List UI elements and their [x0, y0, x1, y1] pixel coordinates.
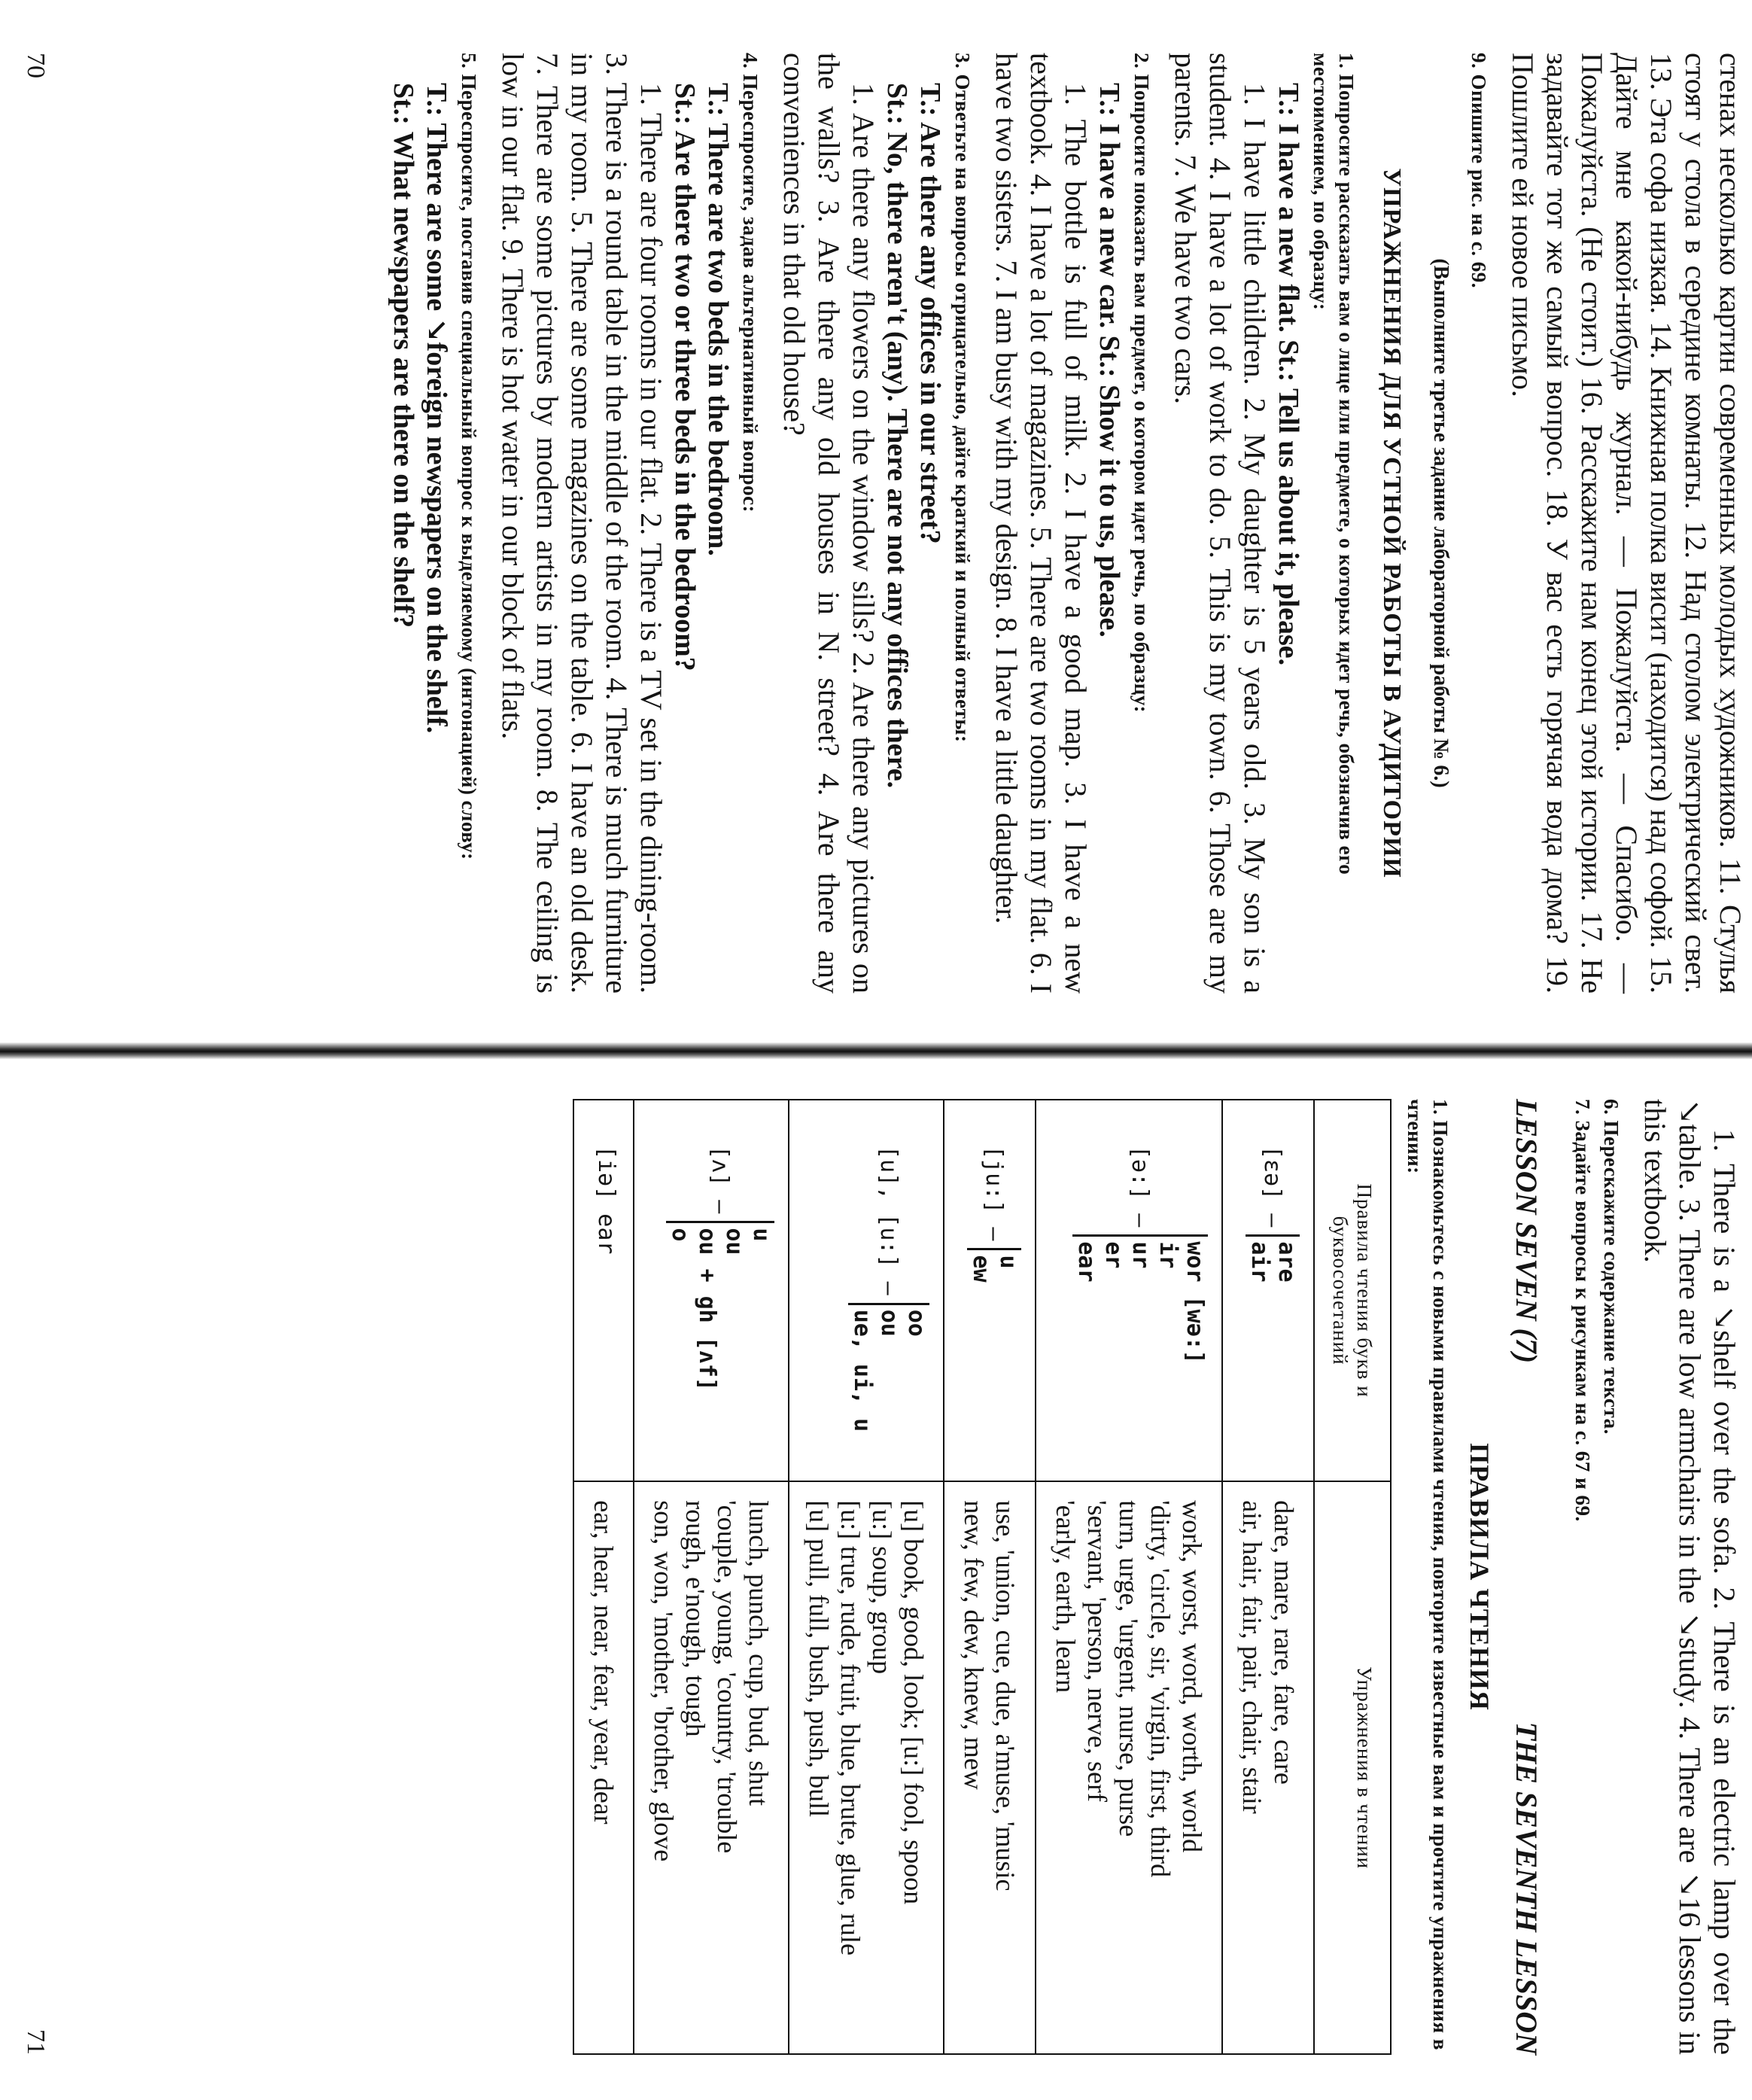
rules-title: ПРАВИЛА ЧТЕНИЯ [1465, 1443, 1495, 1711]
example-line: ear, hear, near, fear, year, dear [589, 1500, 619, 1825]
spelling-item: ou [721, 1228, 747, 1255]
right-page [0, 1054, 1752, 2100]
exercise-4-heading: 4. Переспросите, задав альтернативный вопрос: [739, 53, 762, 513]
spelling-item: ou [876, 1309, 902, 1337]
table-row [789, 1100, 944, 2054]
page-number: 70 [22, 53, 50, 78]
example-line: 'early, earth, learn [1051, 1500, 1081, 1694]
spelling-list [1072, 1234, 1208, 1364]
spelling-item: oo [903, 1309, 929, 1337]
rule-cell [1036, 1100, 1222, 1481]
exercise-6: 6. Перескажите содержание текста. [1600, 1099, 1623, 1435]
example-line: dare, mare, rare, fare, care [1269, 1500, 1299, 1785]
example-line: use, 'union, cue, due, a'muse, 'music [990, 1500, 1020, 1892]
column-header-exercises: Упражнения в чтении [1314, 1481, 1391, 2054]
section-title: УПРАЖНЕНИЯ ДЛЯ УСТНОЙ РАБОТЫ В АУДИТОРИИ [1378, 168, 1406, 878]
rule-bracket [967, 1146, 1021, 1481]
reading-rules-table [573, 1099, 1392, 2055]
spelling-item: ear [1073, 1241, 1100, 1283]
examples-cell [634, 1481, 789, 2054]
table-row [634, 1100, 789, 2054]
exercise-3-model-teacher: T.: Are there any offices in our street? [914, 83, 946, 544]
exercise-3-model-student: St.: No, there aren't (any). There are not any offices there. [881, 83, 913, 789]
spelling-item: air [1246, 1241, 1273, 1283]
table-header-row [1314, 1100, 1391, 2054]
spelling-list [666, 1221, 774, 1391]
exercise-5-model-teacher: T.: There are some ↘foreign newspapers on the shelf. [421, 83, 452, 734]
rule-bracket [1072, 1146, 1208, 1481]
examples-cell [789, 1481, 944, 2054]
exercise-3-heading: 3. Ответьте на вопросы отрицательно, дайте краткий и полный ответы: [951, 53, 974, 743]
exercise-1-heading: 1. Попросите рассказать вам о лице или предмете, о которых идет речь, обозначив его местоимением, по образцу: [1309, 53, 1358, 875]
rule-bracket [666, 1146, 774, 1481]
example-line: turn, urge, 'urgent, nurse, purse [1114, 1500, 1144, 1837]
spelling-item: ou + gh [ʌf] [694, 1228, 720, 1392]
spelling-item: ue, ui, u [849, 1309, 875, 1432]
table-row [1036, 1100, 1222, 2054]
spelling-item: u [748, 1228, 774, 1242]
exercise-5-model-student: St.: What newspapers are there on the shelf? [388, 83, 419, 628]
sound-label: [ʌ] — [707, 1146, 734, 1214]
spelling-item: ur [1127, 1241, 1154, 1269]
examples-cell [944, 1481, 1036, 2054]
exercise-4-text: 1. There are four rooms in our flat. 2. There is a TV set in the dining-room. 3. There is a round table in the middle of the room. 4. There is much furniture in my room. 5. There are some magazines on the table. 6. I have an old desk. 7. There are some pictures by modern artists in my room. 8. The ceiling is low in our flat. 9. There is hot water in our block of flats. [496, 53, 668, 994]
exercise-2-heading: 2. Попросите показать вам предмет, о котором идет речь, по образцу: [1130, 53, 1153, 713]
spelling-item: o [667, 1228, 693, 1242]
example-line: [u:] true, rude, fruit, blue, brute, glue, rule [835, 1500, 865, 1955]
rule-cell [573, 1100, 634, 1481]
sound-label: [u], [u:] — [875, 1146, 902, 1295]
spelling-item: ew [968, 1255, 994, 1283]
rule-cell [1222, 1100, 1314, 1481]
example-line: son, won, 'mother, 'brother, glove [649, 1500, 679, 1862]
exercise-1-model: T.: I have a new flat. St.: Tell us about it, please. [1273, 83, 1304, 666]
spelling-item: er [1100, 1241, 1127, 1269]
example-line: 'servant, 'person, nerve, serf [1082, 1500, 1112, 1803]
page-number: 71 [22, 2029, 50, 2055]
exercise-2-model: T.: I have a new car. St.: Show it to us, please. [1093, 83, 1125, 638]
lesson-title: THE SEVENTH LESSON [1510, 1721, 1544, 2055]
table-body [573, 1100, 1314, 2054]
spelling-item: ir [1154, 1241, 1181, 1269]
lesson-number: LESSON SEVEN (7) [1510, 1099, 1544, 1364]
spelling-list [967, 1248, 1021, 1282]
rule-bracket [593, 1146, 619, 1481]
reading-exercise-heading: 1. Познакомьтесь с новыми правилами чтения, повторите известные вам и прочтите упражнения в чтении: [1404, 1099, 1452, 2050]
exercise-5-heading: 5. Переспросите, поставив специальный вопрос к выделяемому (интонацией) слову: [458, 53, 480, 860]
spelling-list [848, 1303, 929, 1432]
rule-bracket [848, 1146, 929, 1481]
example-line: work, worst, word, worth, world [1177, 1500, 1207, 1853]
sound-label: [ɛə] — [1259, 1146, 1286, 1228]
spelling-item: wor [wə:] [1182, 1241, 1208, 1364]
column-header-rules: Правила чтения букв и буквосочетаний [1314, 1100, 1391, 1481]
example-line: lunch, punch, cup, bud, shut [744, 1500, 774, 1806]
example-line: rough, e'nough, tough [680, 1500, 710, 1737]
spelling-list [1246, 1234, 1300, 1282]
examples-cell [573, 1481, 634, 2054]
rule-bracket [1246, 1146, 1300, 1481]
example-line: 'dirty, 'circle, sir, 'virgin, first, third [1145, 1500, 1176, 1878]
rule-cell [789, 1100, 944, 1481]
table-row [944, 1100, 1036, 2054]
table-row [1222, 1100, 1314, 2054]
exercise-1-text: 1. I have little children. 2. My daughter is 5 years old. 3. My son is a student. 4. I have a lot of work to do. 5. This is my town. 6. Those are my parents. 7. We have two cars. [1169, 53, 1272, 994]
continuation-text: стенах несколько картин современных молодых художников. 11. Стулья стоят у стола в середине комнаты. 12. Над столом электрический свет. 13. Эта софа низкая. 14. Книжная полка висит (находится) над софой. 15. Дайте мне какой-нибудь журнал. — Пожалуйста. — Спасибо. — Пожалуйста. (Не стоит.) 16. Расскажите нам конец этой истории. 17. Не задавайте тот же самый вопрос. 18. У вас есть горячая вода дома? 19. Пошлите ей новое письмо. [1506, 53, 1747, 994]
rule-cell [634, 1100, 789, 1481]
example-line: [u:] soup, group [867, 1500, 897, 1675]
example-line: new, few, dew, knew, mew [959, 1500, 989, 1790]
spelling-item: are [1273, 1241, 1300, 1283]
exercise-4-model-teacher: T.: There are two beds in the bedroom. [702, 83, 734, 556]
example-line: [u] book, good, look; [u:] fool, spoon [899, 1500, 929, 1905]
example-line: air, hair, fair, pair, chair, stair [1237, 1500, 1267, 1814]
spelling-item: u [995, 1255, 1021, 1269]
examples-cell [1036, 1481, 1222, 2054]
exercise-4-model-student: St.: Are there two or three beds in the bedroom? [669, 83, 701, 671]
table-row [573, 1100, 634, 2054]
left-page [0, 0, 1752, 1046]
exercise-2-text: 1. The bottle is full of milk. 2. I have a good map. 3. I have a new textbook. 4. I have a lot of magazines. 5. There are two rooms in my flat. 6. I have two sisters. 7. I am busy with my design. 8. I have a little daughter. [990, 53, 1093, 994]
exercise-9: 9. Опишите рис. на с. 69. [1468, 53, 1490, 289]
example-line: [u] pull, full, bush, push, bull [804, 1500, 834, 1818]
lab-note: (Выполните третье задание лабораторной работы № 6.) [1429, 258, 1452, 788]
sound-label: [ju:] — [981, 1146, 1008, 1241]
example-line: 'couple, young, 'country, 'trouble [712, 1500, 742, 1854]
exercise-7: 7. Задайте вопросы к рисункам на с. 67 и 69. [1571, 1099, 1594, 1522]
sound-label: [ə:] — [1127, 1146, 1154, 1228]
exercise-5-items: 1. There is a ↘shelf over the sofa. 2. There is an electric lamp over the ↘table. 3. There are low armchairs in the ↘study. 4. There are ↘16 lessons in this textbook. [1638, 1099, 1741, 2055]
sound-label: [iə] ear [593, 1146, 619, 1255]
lesson-heading [1509, 1099, 1544, 2055]
rule-cell [944, 1100, 1036, 1481]
exercise-3-text: 1. Are there any flowers on the window sills? 2. Are there any pictures on the walls? 3. Are there any old houses in N. street? 4. Are there any conveniences in that old house? [777, 53, 881, 994]
examples-cell [1222, 1481, 1314, 2054]
